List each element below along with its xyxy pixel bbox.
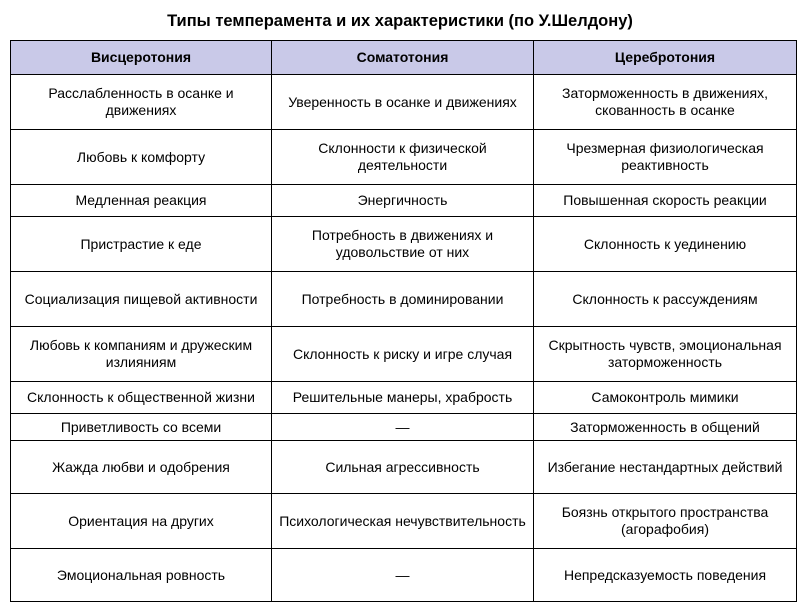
- table-cell: Психологическая нечувствительность: [272, 494, 534, 549]
- table-row: [11, 75, 797, 130]
- table-row: [11, 185, 797, 217]
- table-row: [11, 272, 797, 327]
- table-row: [11, 217, 797, 272]
- table-header-row: [11, 41, 797, 75]
- table-cell: Расслабленность в осанке и движениях: [11, 75, 272, 130]
- table-cell: Социализация пищевой активности: [11, 272, 272, 327]
- table-cell: Боязнь открытого пространства (агорафобия): [534, 494, 797, 549]
- table-cell: Жажда любви и одобрения: [11, 441, 272, 494]
- column-header-viscerotonia: Висцеротония: [11, 41, 272, 75]
- table-cell: —: [272, 549, 534, 602]
- table-row: [11, 382, 797, 414]
- table-row: [11, 327, 797, 382]
- table-cell: Заторможенность в общений: [534, 414, 797, 441]
- table-cell: Энергичность: [272, 185, 534, 217]
- table-cell: Склонности к физической деятельности: [272, 130, 534, 185]
- table-cell: Любовь к компаниям и дружеским излияниям: [11, 327, 272, 382]
- table-cell: Склонность к общественной жизни: [11, 382, 272, 414]
- page-title: Типы темперамента и их характеристики (по У.Шелдону): [167, 12, 633, 30]
- table-cell: Эмоциональная ровность: [11, 549, 272, 602]
- table-cell: —: [272, 414, 534, 441]
- table-cell: Самоконтроль мимики: [534, 382, 797, 414]
- table-cell: Ориентация на других: [11, 494, 272, 549]
- table-cell: Приветливость со всеми: [11, 414, 272, 441]
- table-cell: Склонность к рассуждениям: [534, 272, 797, 327]
- table-row: [11, 549, 797, 602]
- table-cell: Сильная агрессивность: [272, 441, 534, 494]
- table-cell: Потребность в движениях и удовольствие от них: [272, 217, 534, 272]
- table-row: [11, 130, 797, 185]
- table-cell: Медленная реакция: [11, 185, 272, 217]
- table-cell: Уверенность в осанке и движениях: [272, 75, 534, 130]
- table-cell: Скрытность чувств, эмоциональная заторможенность: [534, 327, 797, 382]
- table-row: [11, 494, 797, 549]
- table-cell: Склонность к уединению: [534, 217, 797, 272]
- table-cell: Решительные манеры, храбрость: [272, 382, 534, 414]
- table-cell: Пристрастие к еде: [11, 217, 272, 272]
- table-row: [11, 441, 797, 494]
- table-cell: Заторможенность в движениях, скованность в осанке: [534, 75, 797, 130]
- table-row: [11, 414, 797, 441]
- table-cell: Непредсказуемость поведения: [534, 549, 797, 602]
- column-header-cerebrotonia: Церебротония: [534, 41, 797, 75]
- table-cell: Чрезмерная физиологическая реактивность: [534, 130, 797, 185]
- table-cell: Избегание нестандартных действий: [534, 441, 797, 494]
- table-cell: Любовь к комфорту: [11, 130, 272, 185]
- table-cell: Повышенная скорость реакции: [534, 185, 797, 217]
- table-cell: Потребность в доминировании: [272, 272, 534, 327]
- temperament-table: [10, 40, 797, 602]
- table-cell: Склонность к риску и игре случая: [272, 327, 534, 382]
- column-header-somatotonia: Соматотония: [272, 41, 534, 75]
